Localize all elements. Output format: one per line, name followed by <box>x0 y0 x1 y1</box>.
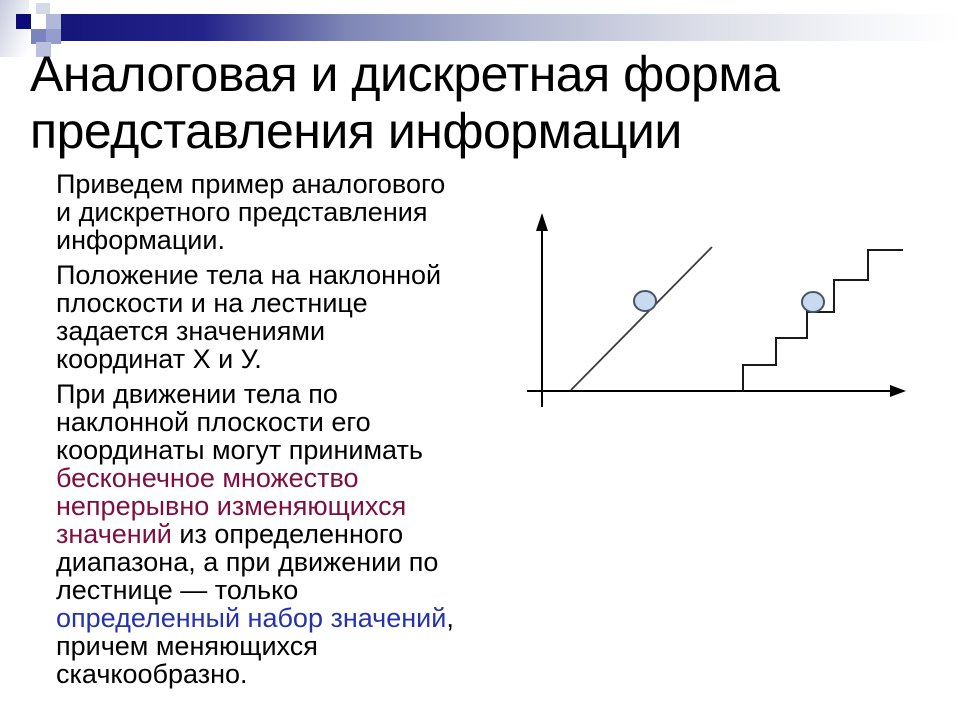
x-axis-arrow-icon <box>890 385 906 397</box>
mosaic-square <box>16 14 31 29</box>
highlighted-text-maroon: бесконечное множество непрерывно изменяющихся значений <box>56 463 407 549</box>
text-segment: При движении тела по наклонной плоскости его координаты могут принимать <box>56 379 423 465</box>
mosaic-square <box>46 14 61 29</box>
inclined-plane-line <box>571 247 712 390</box>
header-gradient-bar <box>58 14 960 41</box>
analog-discrete-diagram <box>505 200 915 415</box>
mosaic-square <box>36 3 50 14</box>
highlighted-text-blue: определенный набор значений <box>56 603 447 633</box>
ball-on-staircase <box>802 292 824 312</box>
ball-on-incline <box>634 291 656 311</box>
paragraph <box>56 380 458 688</box>
slide-title: Аналоговая и дискретная форма представления информации <box>30 46 780 159</box>
paragraph <box>56 261 458 373</box>
body-text-block <box>56 170 458 695</box>
text-segment: из определенного диапазона, а при движении по лестнице — только <box>56 519 439 605</box>
staircase-line <box>743 250 903 391</box>
text-segment: , причем меняющихся скачкообразно. <box>56 603 454 689</box>
text-segment: Положение тела на наклонной плоскости и на лестнице задается значениями координат Х и У. <box>56 260 442 374</box>
y-axis-arrow-icon <box>536 213 548 231</box>
paragraph <box>56 170 458 254</box>
text-segment: Приведем пример аналогового и дискретного представления информации. <box>56 169 446 255</box>
